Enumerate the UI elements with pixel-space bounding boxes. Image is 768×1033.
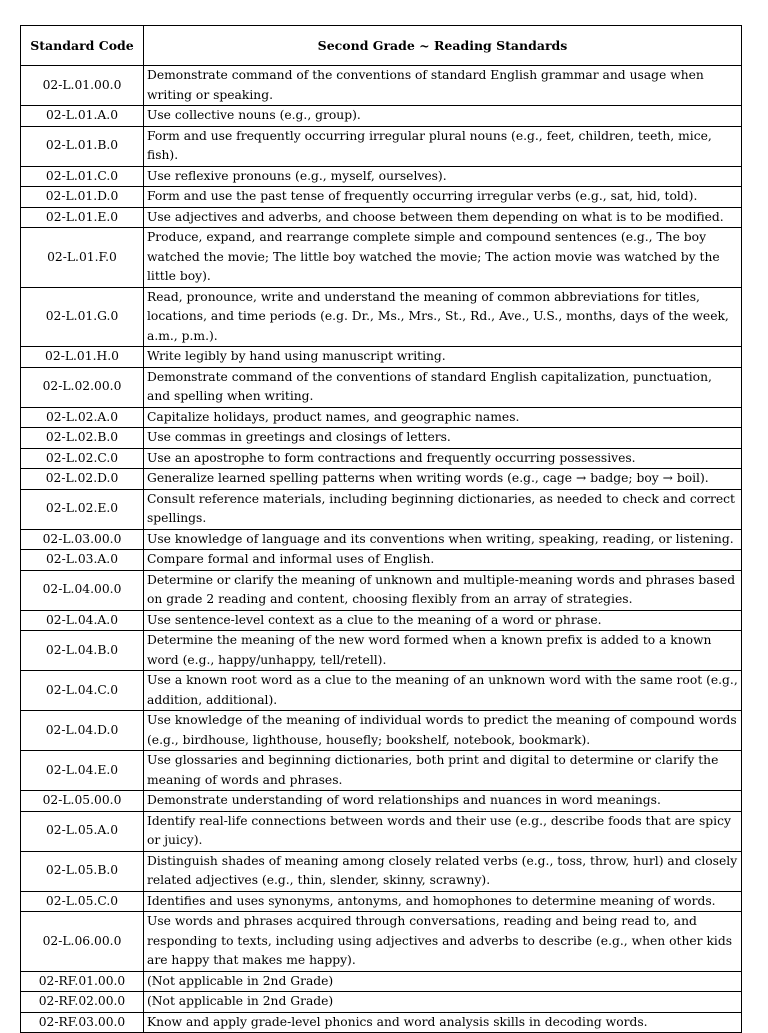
table-row — [21, 228, 742, 288]
table-row — [21, 287, 742, 347]
standard-description-cell: Produce, expand, and rearrange complete simple and compound sentences (e.g., The boy watched the movie; The little boy watched the movie; The action movie was watched by the little boy). — [144, 228, 742, 288]
table-row — [21, 1012, 742, 1033]
table-row — [21, 448, 742, 469]
standard-description-cell: Determine the meaning of the new word formed when a known prefix is added to a known word (e.g., happy/unhappy, tell/retell). — [144, 631, 742, 671]
standard-code-cell: 02-L.02.D.0 — [21, 469, 144, 490]
standard-description-cell: Know and apply grade-level phonics and word analysis skills in decoding words. — [144, 1012, 742, 1033]
table-row — [21, 187, 742, 208]
standard-code-cell: 02-L.01.E.0 — [21, 207, 144, 228]
standard-description-cell: Form and use the past tense of frequently occurring irregular verbs (e.g., sat, hid, told). — [144, 187, 742, 208]
table-row — [21, 166, 742, 187]
standard-description-cell: Demonstrate understanding of word relationships and nuances in word meanings. — [144, 791, 742, 812]
table-row — [21, 550, 742, 571]
standard-code-cell: 02-L.01.B.0 — [21, 126, 144, 166]
table-row — [21, 66, 742, 106]
table-row — [21, 207, 742, 228]
standard-description-cell: Read, pronounce, write and understand the meaning of common abbreviations for titles, locations, and time periods (e.g. Dr., Ms., Mrs., St., Rd., Ave., U.S., months, days of the week, a.m., p.m.). — [144, 287, 742, 347]
table-row — [21, 811, 742, 851]
header-reading-standards: Second Grade ~ Reading Standards — [144, 26, 742, 66]
standard-code-cell: 02-RF.03.00.0 — [21, 1012, 144, 1033]
standard-code-cell: 02-L.06.00.0 — [21, 912, 144, 972]
standards-table — [20, 25, 742, 1033]
standard-description-cell: Determine or clarify the meaning of unknown and multiple-meaning words and phrases based on grade 2 reading and content, choosing flexibly from an array of strategies. — [144, 570, 742, 610]
standard-code-cell: 02-L.01.F.0 — [21, 228, 144, 288]
standard-description-cell: Form and use frequently occurring irregular plural nouns (e.g., feet, children, teeth, mice, fish). — [144, 126, 742, 166]
standard-code-cell: 02-L.01.G.0 — [21, 287, 144, 347]
standard-description-cell: Demonstrate command of the conventions of standard English grammar and usage when writing or speaking. — [144, 66, 742, 106]
standard-description-cell: Compare formal and informal uses of English. — [144, 550, 742, 571]
table-row — [21, 751, 742, 791]
standard-code-cell: 02-L.03.00.0 — [21, 529, 144, 550]
header-row — [21, 26, 742, 66]
table-row — [21, 106, 742, 127]
standard-code-cell: 02-L.04.D.0 — [21, 711, 144, 751]
standard-description-cell: Use collective nouns (e.g., group). — [144, 106, 742, 127]
standard-description-cell: Use a known root word as a clue to the meaning of an unknown word with the same root (e.g., addition, additional). — [144, 671, 742, 711]
standard-description-cell: Use knowledge of the meaning of individual words to predict the meaning of compound words (e.g., birdhouse, lighthouse, housefly; bookshelf, notebook, bookmark). — [144, 711, 742, 751]
standard-description-cell: Write legibly by hand using manuscript writing. — [144, 347, 742, 368]
standard-description-cell: Consult reference materials, including beginning dictionaries, as needed to check and correct spellings. — [144, 489, 742, 529]
standard-code-cell: 02-L.05.B.0 — [21, 851, 144, 891]
standard-code-cell: 02-L.01.D.0 — [21, 187, 144, 208]
table-row — [21, 126, 742, 166]
standard-code-cell: 02-L.05.A.0 — [21, 811, 144, 851]
standard-description-cell: Identifies and uses synonyms, antonyms, and homophones to determine meaning of words. — [144, 891, 742, 912]
table-row — [21, 489, 742, 529]
standard-code-cell: 02-L.01.A.0 — [21, 106, 144, 127]
table-row — [21, 610, 742, 631]
standard-code-cell: 02-L.01.00.0 — [21, 66, 144, 106]
table-row — [21, 912, 742, 972]
standard-description-cell: (Not applicable in 2nd Grade) — [144, 992, 742, 1013]
standard-code-cell: 02-L.04.C.0 — [21, 671, 144, 711]
table-row — [21, 631, 742, 671]
standard-description-cell: Use sentence-level context as a clue to the meaning of a word or phrase. — [144, 610, 742, 631]
table-row — [21, 347, 742, 368]
standard-code-cell: 02-L.04.E.0 — [21, 751, 144, 791]
table-row — [21, 992, 742, 1013]
standard-description-cell: (Not applicable in 2nd Grade) — [144, 971, 742, 992]
standard-description-cell: Distinguish shades of meaning among closely related verbs (e.g., toss, throw, hurl) and closely related adjectives (e.g., thin, slender, skinny, scrawny). — [144, 851, 742, 891]
standards-body — [21, 66, 742, 1033]
standard-description-cell: Use an apostrophe to form contractions and frequently occurring possessives. — [144, 448, 742, 469]
table-row — [21, 367, 742, 407]
table-row — [21, 428, 742, 449]
standard-code-cell: 02-L.04.B.0 — [21, 631, 144, 671]
standard-description-cell: Use words and phrases acquired through conversations, reading and being read to, and responding to texts, including using adjectives and adverbs to describe (e.g., when other kids are happy that makes me happy). — [144, 912, 742, 972]
standard-code-cell: 02-RF.02.00.0 — [21, 992, 144, 1013]
standard-description-cell: Use reflexive pronouns (e.g., myself, ourselves). — [144, 166, 742, 187]
standard-code-cell: 02-L.04.A.0 — [21, 610, 144, 631]
table-row — [21, 469, 742, 490]
standard-code-cell: 02-L.02.A.0 — [21, 407, 144, 428]
standard-code-cell: 02-RF.01.00.0 — [21, 971, 144, 992]
standard-code-cell: 02-L.01.C.0 — [21, 166, 144, 187]
table-row — [21, 570, 742, 610]
standard-code-cell: 02-L.03.A.0 — [21, 550, 144, 571]
table-row — [21, 891, 742, 912]
table-row — [21, 671, 742, 711]
standard-code-cell: 02-L.05.C.0 — [21, 891, 144, 912]
standard-description-cell: Use glossaries and beginning dictionaries, both print and digital to determine or clarify the meaning of words and phrases. — [144, 751, 742, 791]
standard-description-cell: Identify real-life connections between words and their use (e.g., describe foods that are spicy or juicy). — [144, 811, 742, 851]
standard-code-cell: 02-L.02.C.0 — [21, 448, 144, 469]
standard-description-cell: Capitalize holidays, product names, and geographic names. — [144, 407, 742, 428]
table-row — [21, 791, 742, 812]
standard-code-cell: 02-L.02.E.0 — [21, 489, 144, 529]
table-row — [21, 529, 742, 550]
table-row — [21, 407, 742, 428]
standard-description-cell: Generalize learned spelling patterns when writing words (e.g., cage → badge; boy → boil). — [144, 469, 742, 490]
standard-code-cell: 02-L.02.B.0 — [21, 428, 144, 449]
standard-description-cell: Use commas in greetings and closings of letters. — [144, 428, 742, 449]
standard-description-cell: Use knowledge of language and its conventions when writing, speaking, reading, or listening. — [144, 529, 742, 550]
standard-description-cell: Demonstrate command of the conventions of standard English capitalization, punctuation, and spelling when writing. — [144, 367, 742, 407]
table-row — [21, 971, 742, 992]
table-row — [21, 711, 742, 751]
header-standard-code: Standard Code — [21, 26, 144, 66]
table-row — [21, 851, 742, 891]
standard-description-cell: Use adjectives and adverbs, and choose between them depending on what is to be modified. — [144, 207, 742, 228]
standard-code-cell: 02-L.01.H.0 — [21, 347, 144, 368]
standard-code-cell: 02-L.05.00.0 — [21, 791, 144, 812]
standard-code-cell: 02-L.04.00.0 — [21, 570, 144, 610]
standard-code-cell: 02-L.02.00.0 — [21, 367, 144, 407]
